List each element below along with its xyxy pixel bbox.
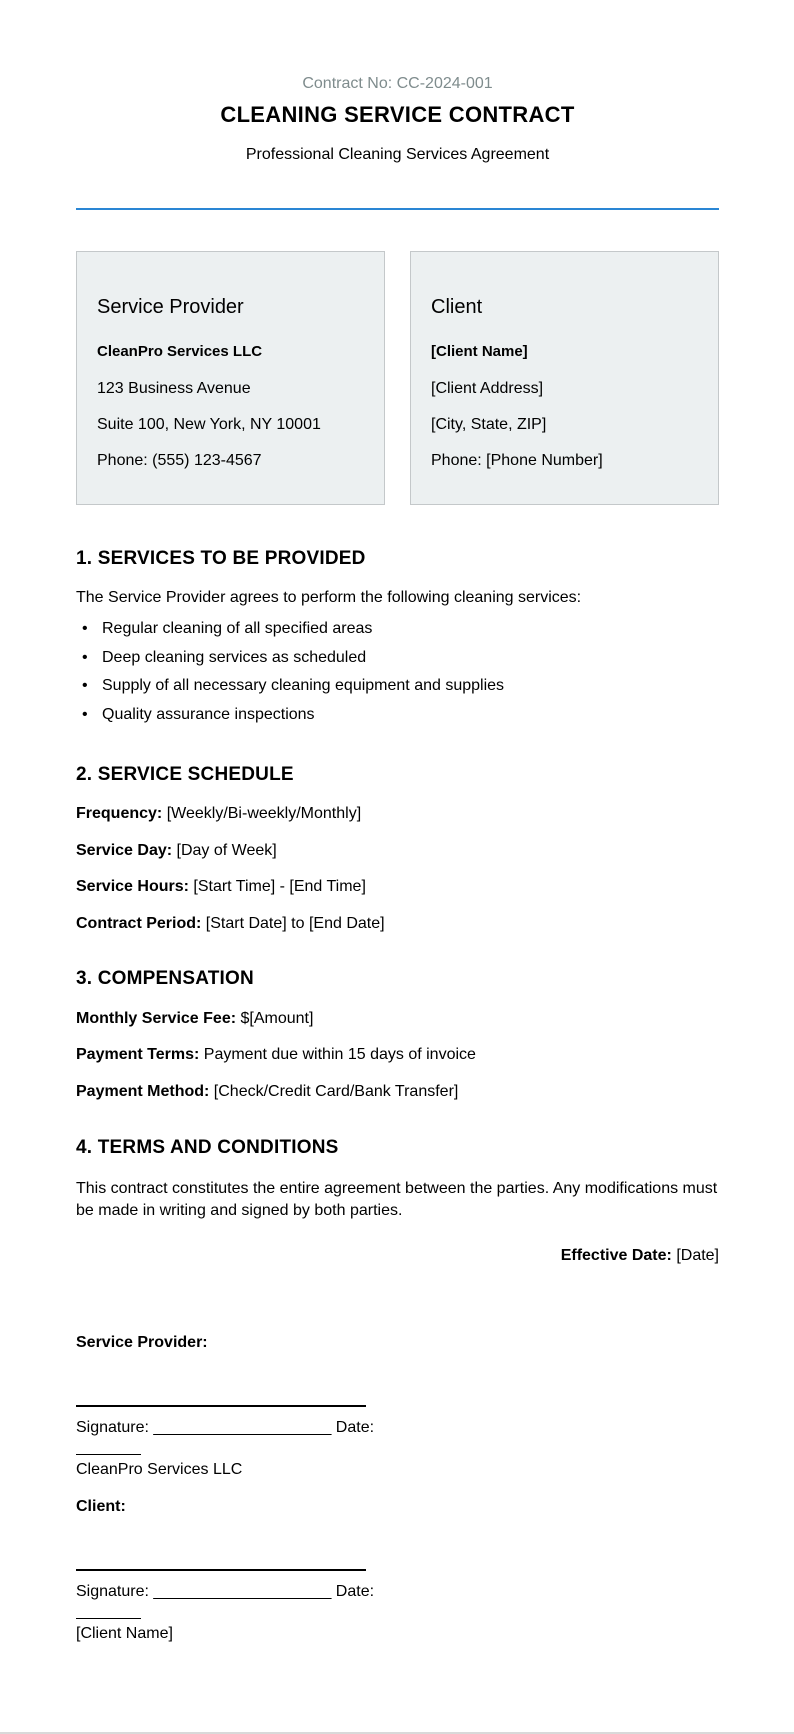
terms-text: This contract constitutes the entire agreement between the parties. Any modifications must be made in writing and signed by both parties. — [76, 1180, 718, 1219]
client-date-blank[interactable] — [76, 1618, 141, 1619]
field-label: Frequency: — [76, 805, 163, 822]
provider-phone: Phone: (555) 123-4567 — [97, 452, 262, 469]
provider-address-line2: Suite 100, New York, NY 10001 — [97, 416, 321, 433]
field-value: [Weekly/Bi-weekly/Monthly] — [166, 805, 362, 822]
client-signatory-name: [Client Name] — [76, 1625, 173, 1642]
client-heading: Client — [431, 296, 483, 318]
contract-number: Contract No: CC-2024-001 — [302, 75, 493, 92]
section-heading-terms: 4. TERMS AND CONDITIONS — [76, 1137, 339, 1158]
field-value: $[Amount] — [240, 1010, 314, 1027]
header-divider — [76, 208, 719, 210]
effective-date — [561, 1247, 719, 1265]
provider-heading: Service Provider — [97, 296, 244, 318]
provider-address-line1: 123 Business Avenue — [97, 380, 251, 397]
field-value: Payment due within 15 days of invoice — [203, 1046, 476, 1063]
schedule-frequency — [76, 805, 361, 823]
schedule-service-day — [76, 842, 277, 860]
field-label: Monthly Service Fee: — [76, 1010, 237, 1027]
list-item: • Regular cleaning of all specified areas — [102, 620, 372, 638]
section-heading-schedule: 2. SERVICE SCHEDULE — [76, 764, 294, 785]
schedule-service-hours — [76, 878, 366, 896]
client-phone: Phone: [Phone Number] — [431, 452, 603, 469]
compensation-method — [76, 1083, 458, 1101]
schedule-contract-period — [76, 915, 385, 933]
field-value: [Start Time] - [End Time] — [193, 878, 366, 895]
provider-signature-date-line: Signature: ____________________ Date: — [76, 1419, 375, 1436]
section-heading-compensation: 3. COMPENSATION — [76, 968, 254, 989]
list-item: • Supply of all necessary cleaning equipment and supplies — [102, 677, 504, 695]
field-label: Effective Date: — [560, 1247, 672, 1264]
document-subtitle: Professional Cleaning Services Agreement — [245, 146, 550, 163]
compensation-fee — [76, 1010, 313, 1028]
field-label: Service Hours: — [76, 878, 189, 895]
field-label: Contract Period: — [76, 915, 202, 932]
compensation-terms — [76, 1046, 476, 1064]
field-label: Payment Method: — [76, 1083, 210, 1100]
list-item: • Quality assurance inspections — [102, 706, 315, 724]
list-item: • Deep cleaning services as scheduled — [102, 649, 366, 667]
provider-date-blank[interactable] — [76, 1454, 141, 1455]
field-value: [Check/Credit Card/Bank Transfer] — [213, 1083, 459, 1100]
field-value: [Start Date] to [End Date] — [205, 915, 385, 932]
provider-info-box — [76, 251, 385, 505]
provider-signatory-name: CleanPro Services LLC — [76, 1461, 243, 1478]
provider-signature-label: Service Provider: — [76, 1334, 208, 1351]
client-signature-line[interactable] — [76, 1569, 366, 1571]
client-signature-date-line: Signature: ____________________ Date: — [76, 1583, 375, 1600]
client-signature-label: Client: — [76, 1498, 126, 1515]
field-value: [Day of Week] — [176, 842, 277, 859]
provider-signature-line[interactable] — [76, 1405, 366, 1407]
document-title: CLEANING SERVICE CONTRACT — [220, 102, 575, 127]
field-value: [Date] — [676, 1247, 719, 1264]
field-label: Payment Terms: — [76, 1046, 200, 1063]
field-label: Service Day: — [76, 842, 173, 859]
client-name: [Client Name] — [431, 343, 528, 360]
section-heading-services: 1. SERVICES TO BE PROVIDED — [76, 548, 366, 569]
client-info-box — [410, 251, 719, 505]
services-intro: The Service Provider agrees to perform the following cleaning services: — [76, 589, 582, 606]
client-address-line1: [Client Address] — [431, 380, 544, 397]
client-address-line2: [City, State, ZIP] — [431, 416, 547, 433]
provider-name: CleanPro Services LLC — [97, 343, 263, 360]
